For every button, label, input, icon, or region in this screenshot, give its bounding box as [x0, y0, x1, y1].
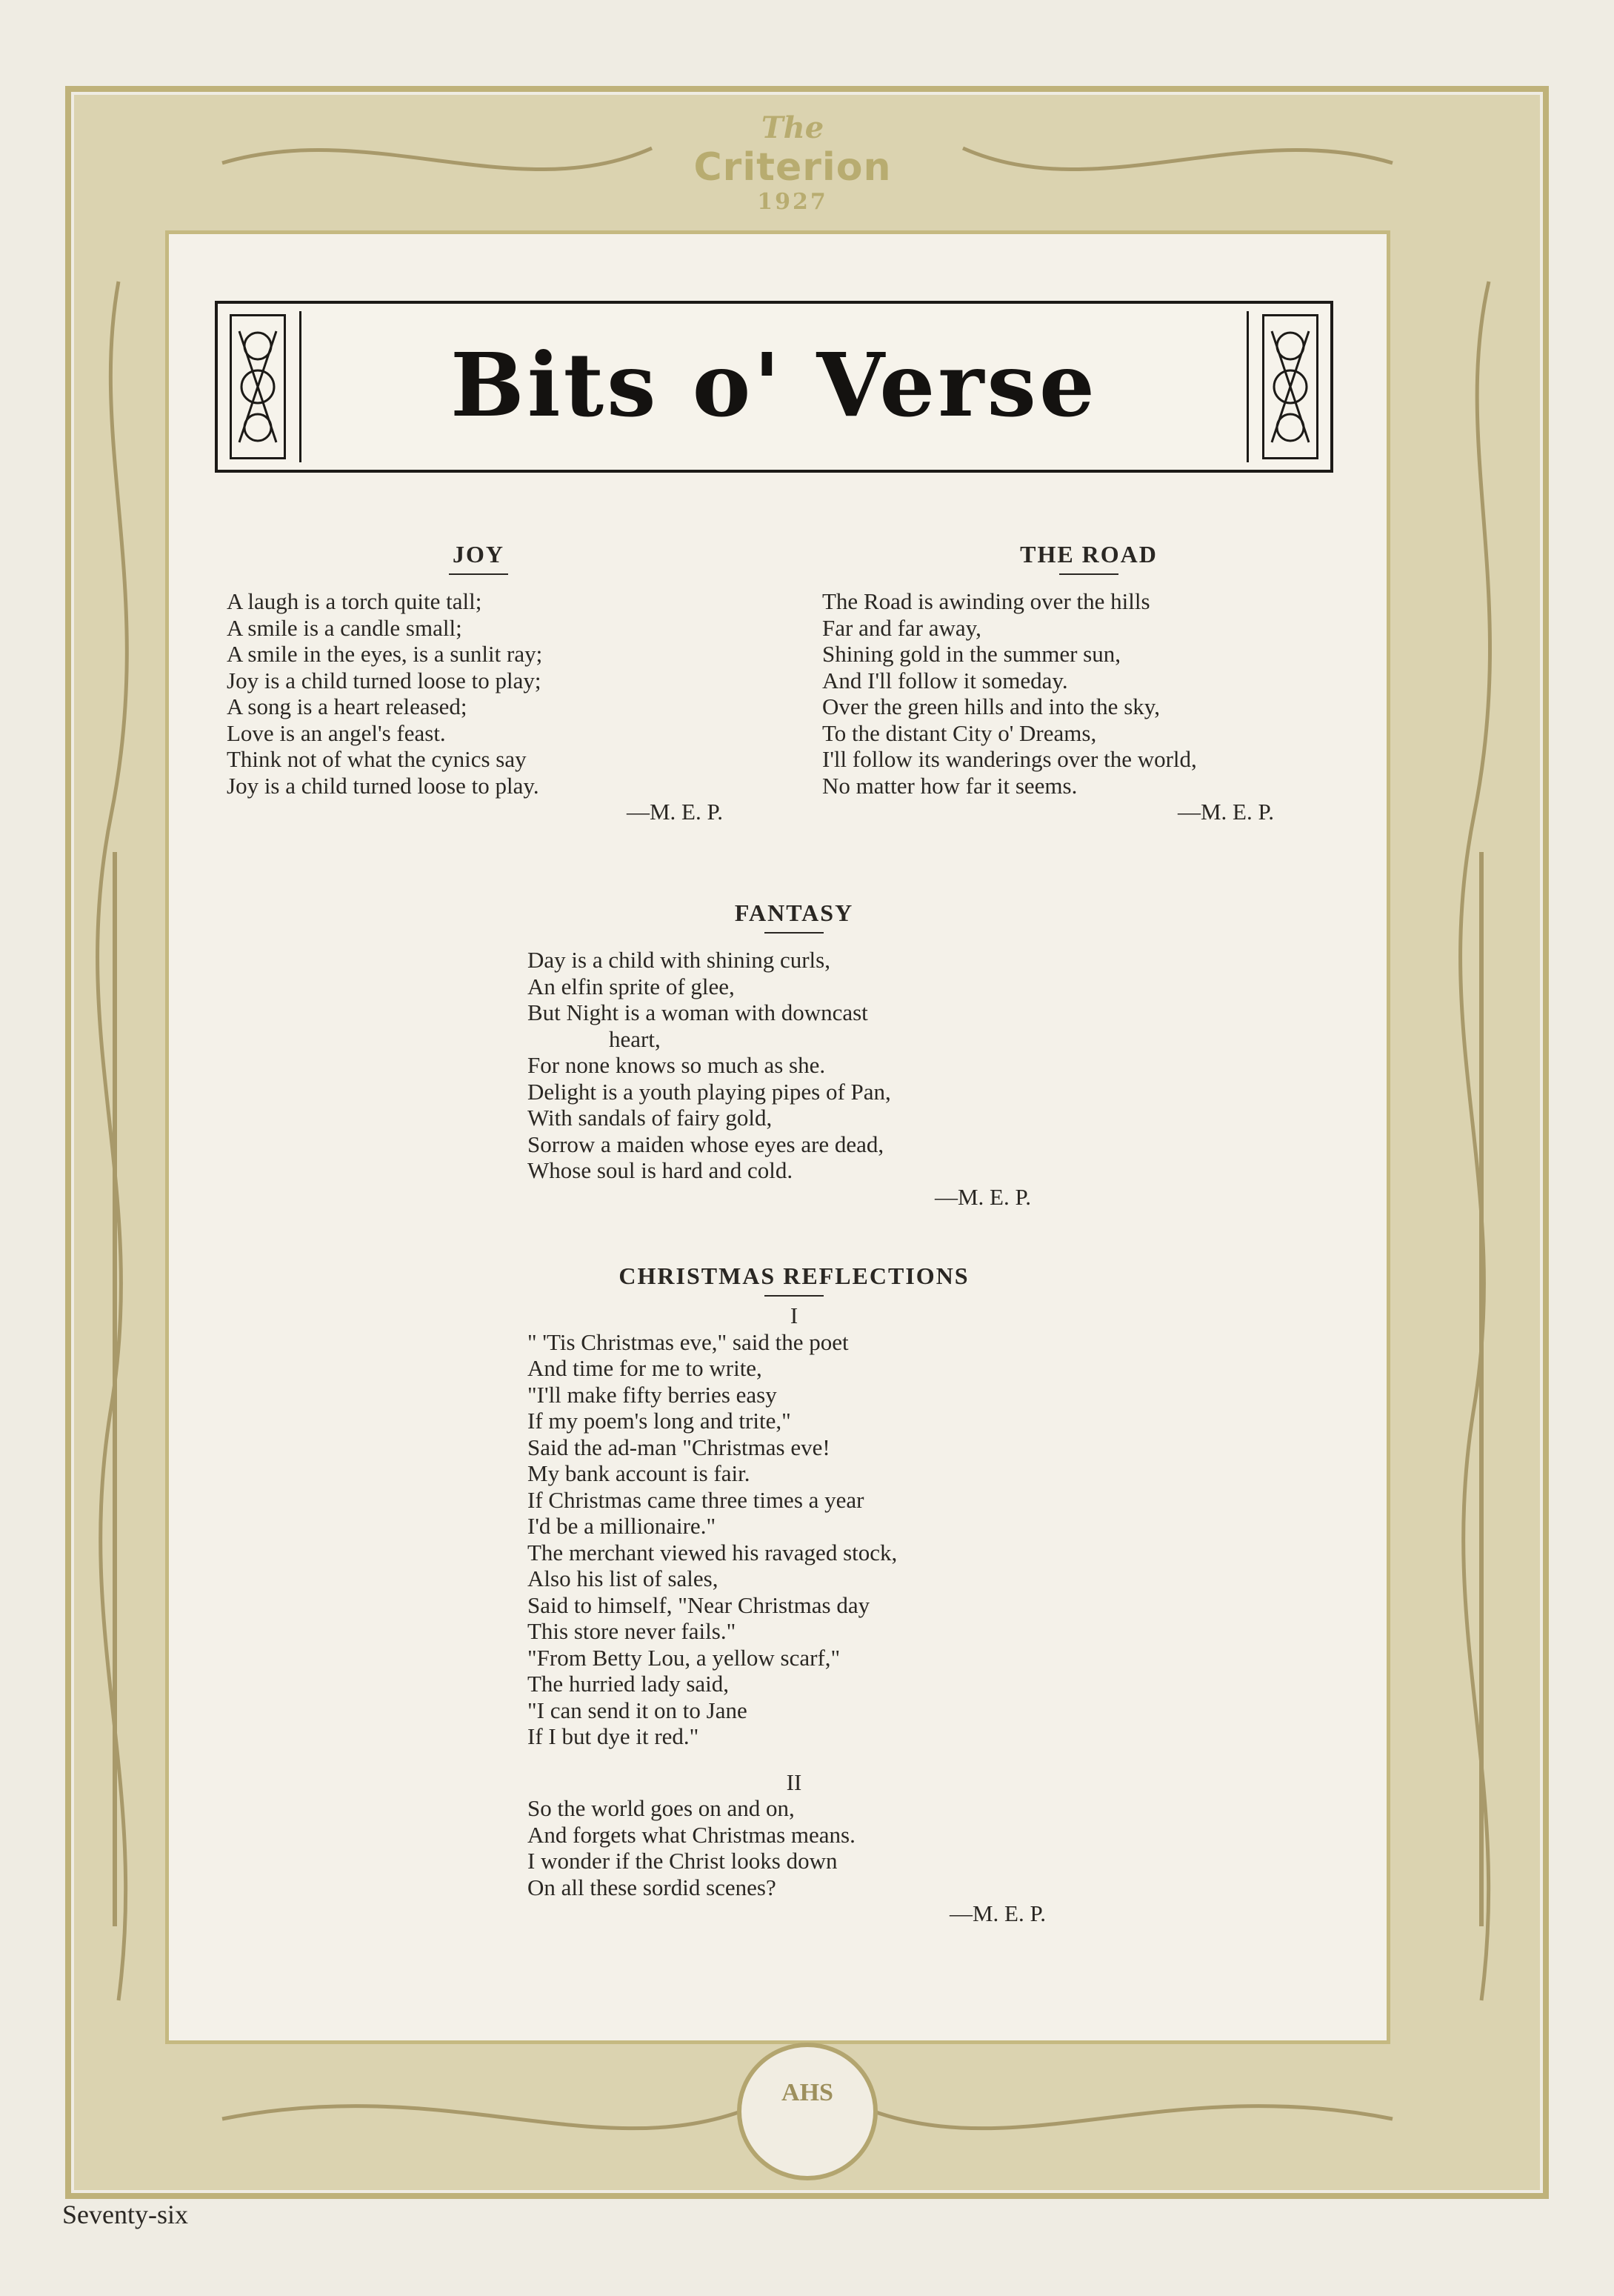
- poem-title: FANTASY: [734, 899, 854, 926]
- poem-line: An elfin sprite of glee,: [527, 973, 735, 999]
- poem-line: Shining gold in the summer sun,: [822, 641, 1121, 667]
- page-number: Seventy-six: [62, 2200, 188, 2229]
- poem-joy: [227, 539, 730, 825]
- poem-signature: —M. E. P.: [1177, 799, 1274, 825]
- poem-signature: —M. E. P.: [934, 1183, 1031, 1210]
- poem-line: I'd be a millionaire.": [527, 1513, 716, 1539]
- poem-line: "I can send it on to Jane: [527, 1697, 747, 1723]
- poem-line: The Road is awinding over the hills: [822, 588, 1150, 614]
- poem-line: Think not of what the cynics say: [227, 746, 527, 772]
- poem-line: But Night is a woman with downcast: [527, 999, 868, 1025]
- poem-line: So the world goes on and on,: [527, 1795, 795, 1821]
- masthead-name: Criterion: [693, 145, 892, 190]
- poem-line: A smile is a candle small;: [227, 614, 462, 641]
- poem-line: Over the green hills and into the sky,: [822, 693, 1160, 719]
- poem-line: "I'll make fifty berries easy: [527, 1381, 777, 1408]
- poem-line: The merchant viewed his ravaged stock,: [527, 1539, 898, 1565]
- poem-line: And I'll follow it someday.: [822, 667, 1068, 693]
- title-banner: [215, 301, 1333, 473]
- masthead-the: The: [761, 110, 824, 145]
- poem-line: And forgets what Christmas means.: [527, 1821, 856, 1848]
- poem-line: "From Betty Lou, a yellow scarf,": [527, 1644, 841, 1671]
- masthead-year: 1927: [757, 189, 828, 215]
- poem-line: This store never fails.": [527, 1618, 736, 1644]
- poem-line: If I but dye it red.": [527, 1723, 699, 1749]
- poem-line: Love is an angel's feast.: [227, 719, 446, 746]
- poem-fantasy: [527, 898, 1061, 1210]
- poem-line: On all these sordid scenes?: [527, 1874, 776, 1900]
- poem-line: If my poem's long and trite,": [527, 1408, 791, 1434]
- poem-line: " 'Tis Christmas eve," said the poet: [527, 1328, 849, 1355]
- poem-line: Said the ad-man "Christmas eve!: [527, 1434, 830, 1460]
- poem-line: For none knows so much as she.: [527, 1052, 826, 1078]
- poem-title: JOY: [453, 541, 504, 568]
- poem-title: CHRISTMAS REFLECTIONS: [618, 1262, 970, 1289]
- poem-part-number: II: [786, 1768, 802, 1795]
- poem-line: Joy is a child turned loose to play.: [227, 772, 539, 799]
- poem-line: Far and far away,: [822, 614, 981, 641]
- poem-line: I'll follow its wanderings over the world,: [822, 746, 1197, 772]
- poem-title: THE ROAD: [1020, 541, 1158, 568]
- poem-line: Joy is a child turned loose to play;: [227, 667, 541, 693]
- poem-line: Sorrow a maiden whose eyes are dead,: [527, 1131, 884, 1157]
- poem-signature: —M. E. P.: [626, 799, 723, 825]
- poem-line: And time for me to write,: [527, 1355, 762, 1381]
- poem-line: Delight is a youth playing pipes of Pan,: [527, 1078, 891, 1105]
- celtic-knot-right-icon: [1262, 314, 1318, 459]
- poem-signature: —M. E. P.: [949, 1900, 1046, 1926]
- page-title: Bits o' Verse: [450, 333, 1098, 436]
- poem-part-number: I: [790, 1302, 798, 1328]
- poem-christmas-reflections: [527, 1261, 1061, 1927]
- poem-line: My bank account is fair.: [527, 1460, 750, 1486]
- poem-line: Day is a child with shining curls,: [527, 947, 830, 973]
- poem-line: Also his list of sales,: [527, 1565, 718, 1591]
- poem-line: A smile in the eyes, is a sunlit ray;: [227, 641, 543, 667]
- crest-lettering: AHS: [781, 2079, 833, 2106]
- poem-line: A laugh is a torch quite tall;: [227, 588, 482, 614]
- poem-line: I wonder if the Christ looks down: [527, 1848, 838, 1874]
- poem-line: heart,: [609, 1025, 661, 1052]
- poem-line: With sandals of fairy gold,: [527, 1105, 773, 1131]
- poem-line: Said to himself, "Near Christmas day: [527, 1591, 870, 1618]
- poem-line: The hurried lady said,: [527, 1671, 730, 1697]
- poem-line: Whose soul is hard and cold.: [527, 1157, 793, 1183]
- poem-line: A song is a heart released;: [227, 693, 467, 719]
- poem-line: To the distant City o' Dreams,: [822, 719, 1097, 746]
- poem-the-road: [822, 539, 1355, 825]
- poem-line: No matter how far it seems.: [822, 772, 1078, 799]
- poem-line: If Christmas came three times a year: [527, 1486, 864, 1513]
- masthead: [667, 111, 918, 215]
- crest-emblem: [739, 2045, 876, 2178]
